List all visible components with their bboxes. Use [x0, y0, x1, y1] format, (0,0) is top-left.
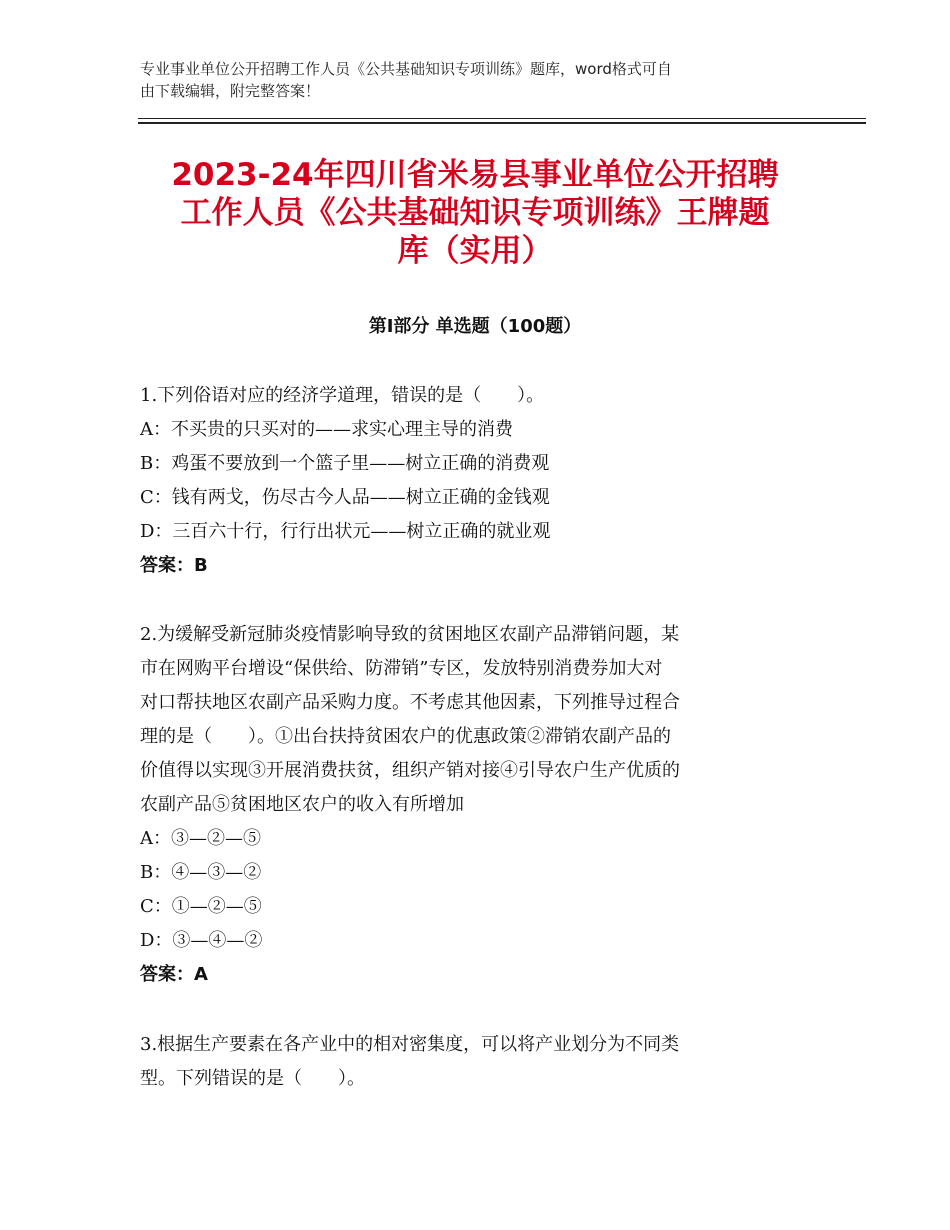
title-line: 2023-24年四川省米易县事业单位公开招聘 — [171, 157, 779, 193]
header-line: 由下载编辑，附完整答案！ — [140, 82, 321, 100]
document-title — [120, 156, 830, 270]
question-stem: 对口帮扶地区农副产品采购力度。不考虑其他因素，下列推导过程合 — [140, 692, 680, 713]
answer: 答案：A — [140, 964, 208, 985]
option-d: D：③—④—② — [140, 930, 263, 951]
option-b: B：④—③—② — [140, 862, 262, 883]
question-stem: 2.为缓解受新冠肺炎疫情影响导致的贫困地区农副产品滞销问题，某 — [140, 624, 680, 645]
question-stem: 农副产品⑤贫困地区农户的收入有所增加 — [140, 794, 464, 815]
question-stem: 市在网购平台增设“保供给、防滞销”专区，发放特别消费券加大对 — [140, 658, 663, 679]
question-stem: 3.根据生产要素在各产业中的相对密集度，可以将产业划分为不同类 — [140, 1034, 680, 1055]
header-line: 专业事业单位公开招聘工作人员《公共基础知识专项训练》题库，word格式可自 — [140, 60, 672, 78]
question-stem: 理的是（ ）。①出台扶持贫困农户的优惠政策②滞销农副产品的 — [140, 726, 671, 747]
option-c: C：①—②—⑤ — [140, 896, 262, 917]
title-line: 库（实用） — [397, 233, 553, 269]
question-2 — [140, 618, 810, 992]
title-line: 工作人员《公共基础知识专项训练》王牌题 — [180, 195, 770, 231]
page-header — [140, 58, 810, 102]
option-b: B：鸡蛋不要放到一个篮子里——树立正确的消费观 — [140, 453, 550, 474]
answer: 答案：B — [140, 555, 208, 576]
section-title: 第Ⅰ部分 单选题（100题） — [368, 316, 582, 337]
header-divider — [138, 118, 866, 119]
question-stem: 型。下列错误的是（ ）。 — [140, 1068, 365, 1089]
question-stem: 1.下列俗语对应的经济学道理，错误的是（ ）。 — [140, 385, 545, 406]
option-a: A：③—②—⑤ — [140, 828, 261, 849]
option-c: C：钱有两戈，伤尽古今人品——树立正确的金钱观 — [140, 487, 550, 508]
question-3 — [140, 1028, 810, 1096]
option-a: A：不买贵的只买对的——求实心理主导的消费 — [140, 419, 513, 440]
header-divider — [138, 122, 866, 124]
question-1 — [140, 379, 810, 583]
question-stem: 价值得以实现③开展消费扶贫，组织产销对接④引导农户生产优质的 — [140, 760, 680, 781]
option-d: D：三百六十行，行行出状元——树立正确的就业观 — [140, 521, 551, 542]
